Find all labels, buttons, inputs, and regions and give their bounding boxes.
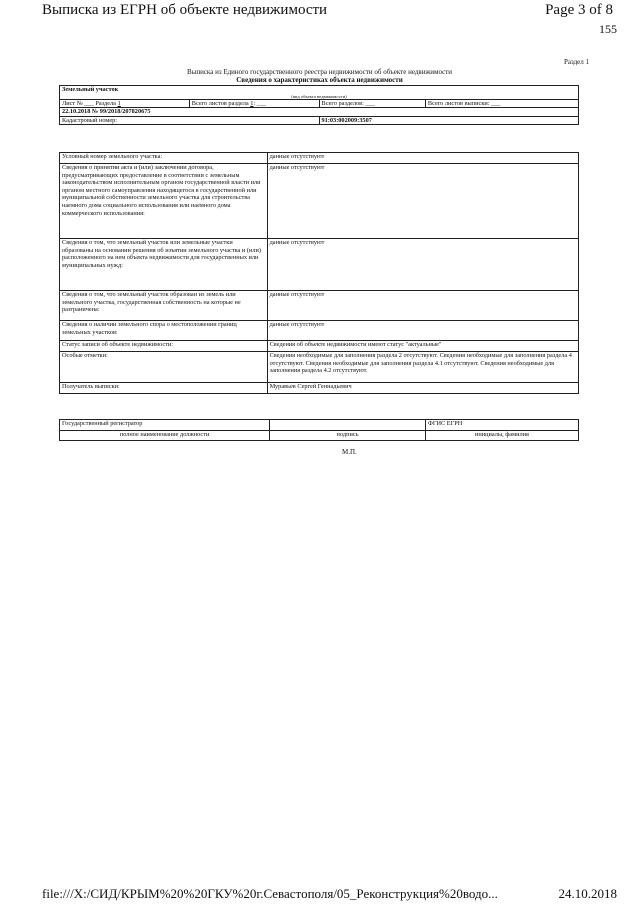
- row-value: Муравьев Сергей Геннадьевич: [267, 383, 578, 394]
- sheet-number-cell: [60, 99, 190, 108]
- table-row: [60, 153, 579, 164]
- table-row: [60, 341, 579, 352]
- total-sheets-extract: Всего листов выписки: ___: [425, 99, 578, 108]
- table-row: [60, 291, 579, 321]
- row-label: Статус записи об объекте недвижимости:: [60, 341, 268, 352]
- header-table: [59, 85, 579, 125]
- cadastral-label: Кадастровый номер:: [60, 116, 320, 125]
- browser-print-title: Выписка из ЕГРН об объекте недвижимости: [42, 2, 328, 18]
- object-type-caption: (вид объекта недвижимости): [60, 94, 579, 100]
- section-label: Раздел 1: [563, 58, 589, 66]
- object-type: Земельный участок: [60, 86, 579, 94]
- characteristics-table: [59, 152, 579, 394]
- document-title: [0, 68, 639, 84]
- row-label: Сведения о том, что земельный участок образован из земель или земельного участка, государственная собственность на которые не разграничена:: [60, 291, 268, 321]
- caption-signature: подпись: [270, 431, 426, 441]
- row-label: Получатель выписки:: [60, 383, 268, 394]
- row-value: Сведения об объекте недвижимости имеют статус "актуальные": [267, 341, 578, 352]
- signer-initials: ФГИС ЕГРН: [425, 420, 578, 431]
- row-label: Сведения о наличии земельного спора о местоположении границ земельных участков:: [60, 321, 268, 341]
- handwritten-page-number: 155: [599, 22, 617, 36]
- signer-position: Государственный регистратор: [60, 420, 270, 431]
- stamp-placeholder: М.П.: [342, 448, 357, 456]
- caption-initials: инициалы, фамилия: [425, 431, 578, 441]
- table-row: [60, 383, 579, 394]
- signature-cell: [270, 420, 426, 431]
- row-label: Условный номер земельного участка:: [60, 153, 268, 164]
- total-sheets-section: 1: [250, 99, 254, 107]
- footer-file-path: file:///X:/СИД/КРЫМ%20%20ГКУ%20г.Севастополя/05_Реконструкция%20водо...: [42, 886, 498, 901]
- row-label: Сведения о принятии акта и (или) заключении договора, предусматривающих предоставление в соответствии с земельным законодательством исполнительным органом государственной власти или органом местного самоуправления находящегося в государственной или муниципальной собственности земельного участка для строительства наемного дома социального использования или наемного дома коммерческого использования:: [60, 164, 268, 239]
- signature-table: [59, 419, 579, 441]
- table-row: [60, 239, 579, 291]
- total-sheets-section-label: Всего листов раздела: [191, 99, 249, 107]
- row-value: данные отсутствуют: [267, 164, 578, 239]
- caption-position: полное наименование должности: [60, 431, 270, 441]
- row-value: данные отсутствуют: [267, 239, 578, 291]
- row-value: Сведения необходимые для заполнения раздела 2 отсутствуют. Сведения необходимые для заполнения раздела 4 отсутствуют. Сведения необходимые для заполнения раздела 4.1 отсутствуют. Сведения необходимые для заполнения раздела 4.2 отсутствуют.: [267, 352, 578, 383]
- row-value: данные отсутствуют: [267, 153, 578, 164]
- total-sections: Всего разделов: ___: [319, 99, 425, 108]
- date-number: 22.10.2018 № 99/2018/207820675: [60, 108, 579, 117]
- document-title-line2: Сведения о характеристиках объекта недвижимости: [236, 76, 403, 84]
- row-value: данные отсутствуют: [267, 291, 578, 321]
- row-value: данные отсутствуют: [267, 321, 578, 341]
- row-label: Сведения о том, что земельный участок или земельные участки образованы на основании решения об изъятии земельного участка и (или) расположенного на нем объекта недвижимости для государственных или муниципальных нужд:: [60, 239, 268, 291]
- row-label: Особые отметки:: [60, 352, 268, 383]
- cadastral-number: 91:03:002009:3507: [319, 116, 579, 125]
- total-sheets-section-cell: Всего листов раздела 1: ___: [189, 99, 319, 108]
- page-indicator: Page 3 of 8: [545, 2, 613, 18]
- footer-date: 24.10.2018: [558, 886, 617, 901]
- table-row: [60, 164, 579, 239]
- document-title-line1: Выписка из Единого государственного реестра недвижимости об объекте недвижимости: [186, 68, 453, 76]
- sheet-section: 1: [117, 99, 121, 107]
- sheet-label: Лист № ___ Раздела: [62, 99, 116, 107]
- table-row: [60, 321, 579, 341]
- table-row: [60, 352, 579, 383]
